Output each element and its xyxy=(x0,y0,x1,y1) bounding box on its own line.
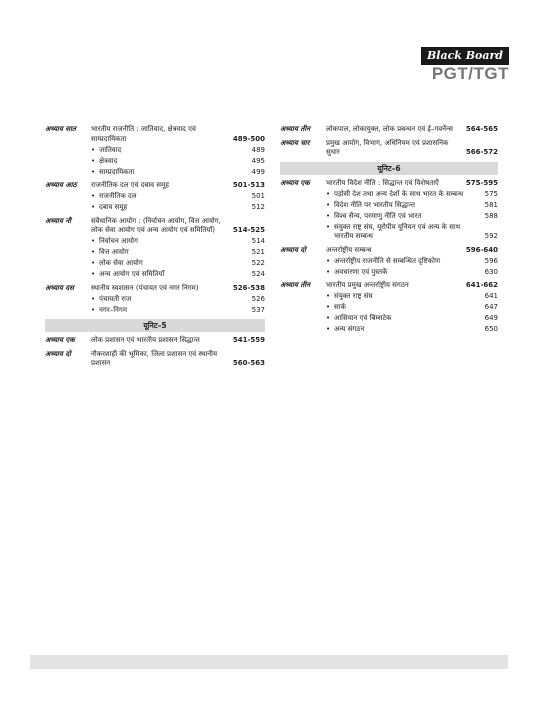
topic-page: 575 xyxy=(484,189,498,198)
chapter-body xyxy=(91,284,265,316)
topic-page: 630 xyxy=(484,267,498,276)
chapter-body xyxy=(326,125,498,135)
chapter-label: अध्याय चार xyxy=(280,138,310,147)
chapter-label: अध्याय नौ xyxy=(45,216,72,225)
topic-text: • राजनीतिक दल xyxy=(91,192,252,202)
topic-page: 521 xyxy=(251,248,265,256)
toc-column-right xyxy=(280,125,498,339)
chapter-title: राजनीतिक दल एवं दबाव समूह xyxy=(91,181,169,189)
topic-text: • पंचायती राज xyxy=(91,295,252,305)
chapter-entry xyxy=(45,125,265,177)
topic-text: • वित्त आयोग xyxy=(91,248,252,258)
topic-item xyxy=(326,257,498,267)
toc-group xyxy=(45,336,265,369)
chapter-title-row xyxy=(326,125,498,135)
chapter-pages: 641-662 xyxy=(465,281,498,289)
topic-text: • निर्वाचन आयोग xyxy=(91,237,252,247)
chapter-entry xyxy=(280,281,498,335)
chapter-title: अन्तर्राष्ट्रीय सम्बन्ध xyxy=(326,245,372,254)
topic-text: • अन्य संगठन xyxy=(326,325,485,335)
topic-item xyxy=(326,292,498,302)
chapter-title-row xyxy=(91,284,265,294)
chapter-label: अध्याय आठ xyxy=(45,181,77,189)
topic-page: 522 xyxy=(251,259,265,267)
chapter-pages: 560-563 xyxy=(232,359,265,367)
topic-text: • विश्व सैन्य, परमाणु नीति एवं भारत xyxy=(326,212,485,222)
chapter-entry xyxy=(280,179,498,242)
chapter-label: अध्याय दो xyxy=(45,349,71,358)
topic-page: 501 xyxy=(251,192,265,200)
topic-page: 596 xyxy=(484,256,498,265)
topic-item xyxy=(326,325,498,335)
toc-group xyxy=(280,179,498,335)
topic-item xyxy=(326,190,498,200)
topic-page: 524 xyxy=(251,270,265,278)
toc-group xyxy=(45,125,265,315)
chapter-title-row xyxy=(326,246,498,256)
topic-item xyxy=(91,295,265,305)
topic-item xyxy=(91,306,265,316)
unit-heading: यूनिट–5 xyxy=(45,319,265,332)
toc-column-left xyxy=(45,125,265,373)
topic-item xyxy=(91,270,265,280)
chapter-title-row xyxy=(326,179,498,189)
brand-logo xyxy=(421,44,509,83)
topic-text: • संयुक्त राष्ट्र संघ xyxy=(326,292,485,302)
topic-item xyxy=(91,248,265,258)
chapter-title-row xyxy=(91,217,265,236)
topic-item xyxy=(326,314,498,324)
topic-text: • पड़ोसी देश तथा अन्य देशों के साथ भारत के सम्बन्ध xyxy=(326,190,485,200)
topic-item xyxy=(91,192,265,202)
topic-text: • लोक सेवा आयोग xyxy=(91,259,252,269)
topic-page: 512 xyxy=(251,203,265,211)
topic-item xyxy=(91,203,265,213)
chapter-body xyxy=(326,281,498,335)
chapter-title-row xyxy=(91,350,265,369)
chapter-title: लोक प्रशासन एवं भारतीय प्रशासन सिद्धान्त xyxy=(91,336,200,344)
chapter-title: भारतीय विदेश नीति : सिद्धान्त एवं विशेषताएँ xyxy=(326,178,439,187)
chapter-pages: 575-595 xyxy=(465,178,498,187)
topic-text: • अन्तर्राष्ट्रीय राजनीति से सम्बन्धित दृष्टिकोण xyxy=(326,257,485,267)
topic-page: 526 xyxy=(251,294,265,303)
topic-text: • आसियान एवं बिम्सटेक xyxy=(326,314,485,324)
topic-item xyxy=(91,259,265,269)
topic-page: 489 xyxy=(251,145,265,154)
topic-page: 647 xyxy=(484,303,498,311)
topic-page: 514 xyxy=(251,237,265,245)
topic-text: • सार्क xyxy=(326,303,485,313)
topic-page: 499 xyxy=(251,167,265,176)
chapter-pages: 501-513 xyxy=(232,181,265,189)
toc-group xyxy=(280,125,498,158)
chapter-title-row xyxy=(91,125,265,144)
chapter-title: भारतीय प्रमुख अन्तर्राष्ट्रीय संगठन xyxy=(326,281,409,289)
chapter-entry xyxy=(280,246,498,278)
topic-item xyxy=(91,157,265,167)
chapter-entry xyxy=(45,284,265,316)
topic-item xyxy=(326,303,498,313)
topic-page: 641 xyxy=(484,292,498,300)
unit-heading: यूनिट–6 xyxy=(280,162,498,175)
chapter-entry xyxy=(45,181,265,213)
topic-item xyxy=(326,223,498,242)
topic-item xyxy=(326,201,498,211)
chapter-body xyxy=(91,336,265,346)
topic-page: 537 xyxy=(251,305,265,314)
topic-item xyxy=(91,168,265,178)
chapter-body xyxy=(91,125,265,177)
chapter-title: नौकरशाही की भूमिका, जिला प्रशासन एवं स्थानीय प्रशासन xyxy=(91,349,218,367)
chapter-label: अध्याय तीन xyxy=(280,125,311,133)
brand-badge: Black Board xyxy=(421,47,509,65)
chapter-title: प्रमुख आयोग, विभाग, अधिनियम एवं प्रशासनिक सुधार xyxy=(326,138,449,156)
brand-subtitle: PGT/TGT xyxy=(431,64,509,83)
topic-text: • साम्प्रदायिकता xyxy=(91,168,252,178)
chapter-pages: 596-640 xyxy=(465,245,498,254)
topic-text: • संयुक्त राष्ट्र संघ, यूरोपीय यूनियन एवं अन्य के साथ भारतीय सम्बन्ध xyxy=(326,223,485,242)
topic-text: • क्षेत्रवाद xyxy=(91,157,252,167)
topic-text: • जातिवाद xyxy=(91,146,252,156)
topic-page: 649 xyxy=(484,314,498,322)
topic-text: • अन्य आयोग एवं समितियाँ xyxy=(91,270,252,280)
chapter-body xyxy=(91,217,265,280)
topic-page: 588 xyxy=(484,211,498,220)
footer-bar xyxy=(30,655,508,669)
chapter-title-row xyxy=(326,281,498,291)
chapter-body xyxy=(326,139,498,158)
chapter-label: अध्याय तीन xyxy=(280,281,311,289)
chapter-body xyxy=(326,179,498,242)
chapter-title-row xyxy=(91,181,265,191)
chapter-pages: 526-538 xyxy=(232,283,265,292)
chapter-pages: 566-572 xyxy=(465,148,498,156)
chapter-title: भारतीय राजनीति : जातिवाद, क्षेत्रवाद एवं साम्प्रदायिकता xyxy=(91,125,196,143)
topic-page: 581 xyxy=(484,200,498,209)
chapter-label: अध्याय एक xyxy=(280,178,310,187)
topic-text: • नगर–निगम xyxy=(91,306,252,316)
chapter-title: स्थानीय स्वशासन (पंचायत एवं नगर निगम) xyxy=(91,283,199,292)
chapter-pages: 541-559 xyxy=(232,336,265,344)
chapter-title: संवैधानिक आयोग : (निर्वाचन आयोग, वित्त आयोग, लोक सेवा आयोग एवं अन्य आयोग एवं समितियाँ) xyxy=(91,216,221,234)
chapter-title-row xyxy=(326,139,498,158)
chapter-entry xyxy=(280,139,498,158)
topic-item xyxy=(91,237,265,247)
topic-page: 495 xyxy=(251,156,265,165)
chapter-body xyxy=(91,350,265,369)
chapter-label: अध्याय सात xyxy=(45,125,76,133)
chapter-entry xyxy=(45,217,265,280)
chapter-body xyxy=(326,246,498,278)
topic-item xyxy=(326,212,498,222)
chapter-label: अध्याय दस xyxy=(45,283,74,292)
topic-text: • अवधारणा एवं पुस्तकें xyxy=(326,268,485,278)
topic-item xyxy=(326,268,498,278)
topic-text: • विदेश नीति पर भारतीय सिद्धान्त xyxy=(326,201,485,211)
chapter-pages: 489-500 xyxy=(232,134,265,143)
topic-page: 650 xyxy=(484,325,498,333)
chapter-entry xyxy=(45,350,265,369)
chapter-entry xyxy=(280,125,498,135)
chapter-label: अध्याय दो xyxy=(280,245,306,254)
topic-item xyxy=(91,146,265,156)
chapter-pages: 564-565 xyxy=(465,125,498,133)
chapter-label: अध्याय एक xyxy=(45,336,75,344)
chapter-pages: 514-525 xyxy=(232,226,265,234)
topic-text: • दबाव समूह xyxy=(91,203,252,213)
chapter-entry xyxy=(45,336,265,346)
topic-page: 592 xyxy=(484,232,498,240)
chapter-title-row xyxy=(91,336,265,346)
chapter-title: लोकपाल, लोकायुक्त, लोक प्रबन्धन एवं ई–गवर्नेन्स xyxy=(326,125,454,133)
chapter-body xyxy=(91,181,265,213)
